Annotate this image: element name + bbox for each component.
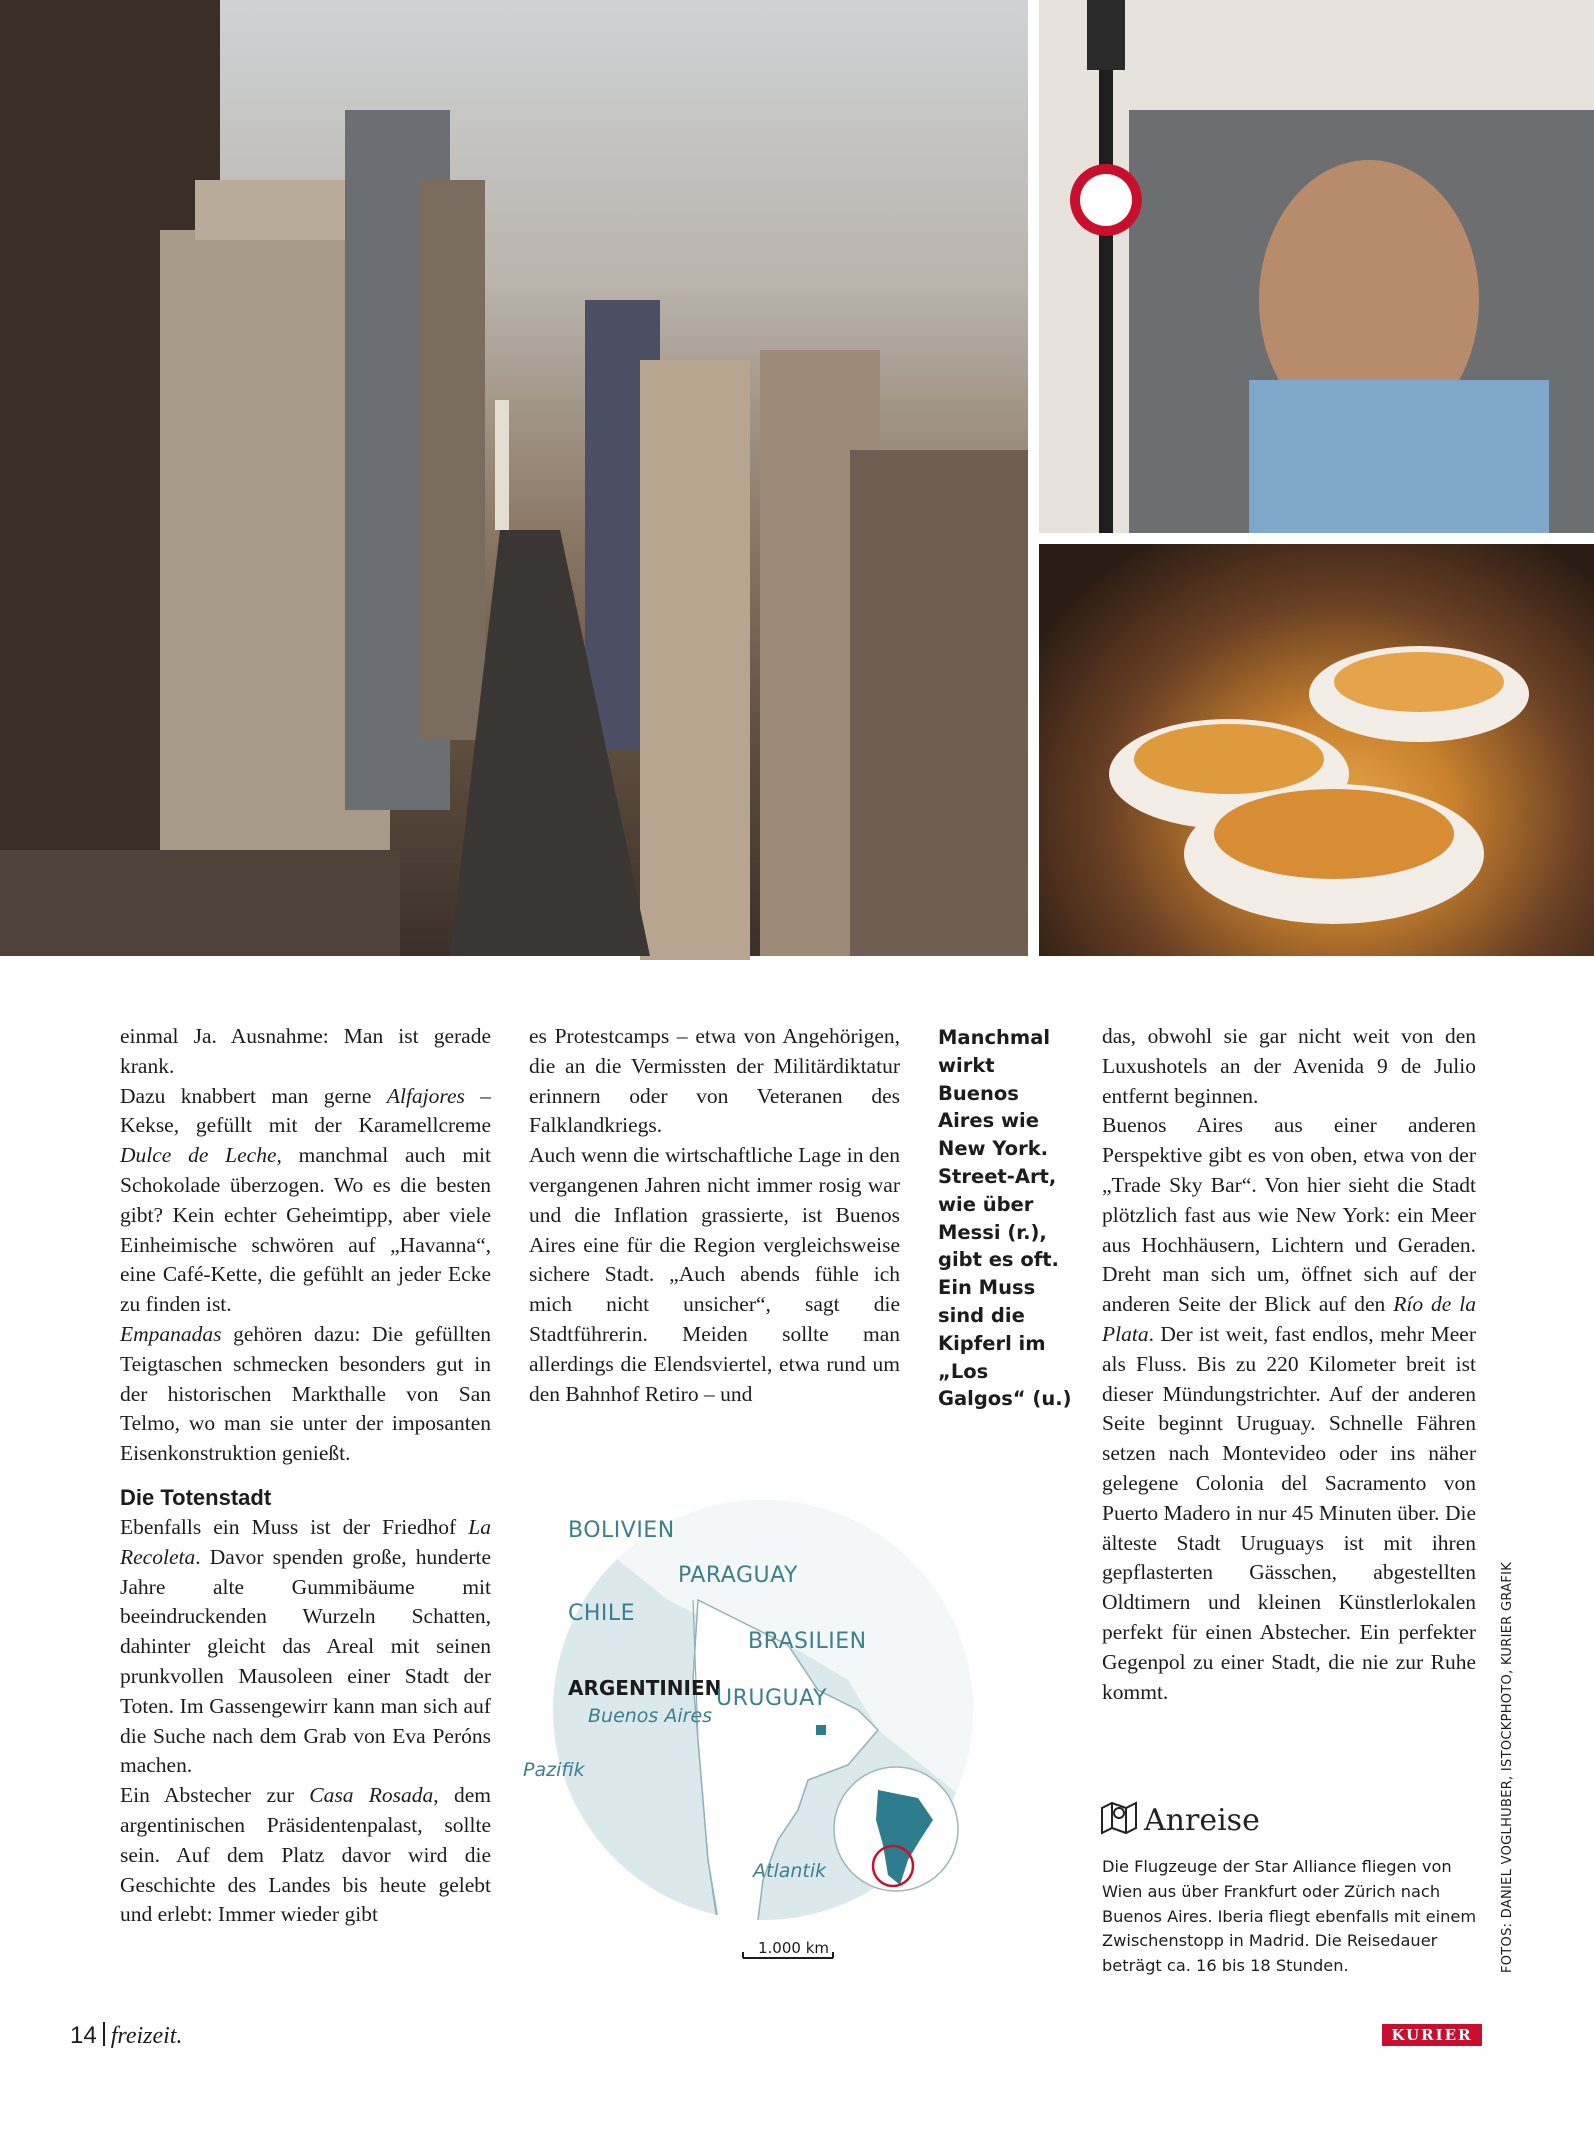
page-number: 14	[70, 2022, 97, 2049]
map-label-uruguay: URUGUAY	[716, 1686, 827, 1711]
paragraph: Ein Abstecher zur Casa Rosada, dem argentinischen Präsidentenpalast, sollte sein. Auf dem Platz davor wird die Geschichte des Landes bis heute gelebt und erlebt: Immer wieder gibt	[120, 1783, 491, 1927]
map-icon	[1100, 1800, 1138, 1842]
kipferl-plates-photo	[1039, 544, 1594, 956]
buenos-aires-marker	[816, 1725, 826, 1735]
paragraph: Auch wenn die wirtschaftliche Lage in den vergangenen Jahren nicht immer rosig war und die Inflation grassierte, ist Buenos Aires eine für die Region vergleichsweise sichere Stadt. „Auch abends fühle ich mich nicht unsicher“, sagt die Stadtführerin. Meiden sollte man allerdings die Elendsviertel, etwa rund um den Bahnhof Retiro – und	[529, 1143, 900, 1406]
paragraph: das, obwohl sie gar nicht weit von den Luxushotels an der Avenida 9 de Julio entfernt beginnen.	[1102, 1024, 1476, 1108]
photo-credit: FOTOS: DANIEL VOGLHUBER, ISTOCKPHOTO, KURIER GRAFIK	[1500, 1561, 1515, 1973]
map-label-argentinien: ARGENTINIEN	[568, 1676, 722, 1700]
map-label-chile: CHILE	[568, 1601, 636, 1626]
map-label-brasilien: BRASILIEN	[748, 1629, 867, 1654]
argentina-map	[523, 1480, 978, 1980]
paragraph: Ebenfalls ein Muss ist der Friedhof La Recoleta. Davor spenden große, hunderte Jahre alte Gummibäume mit beeindruckenden Wurzeln Schatten, dahinter gleicht das Areal mit seinen prunkvollen Mausoleen einer Stadt der Toten. Im Gassengewirr kann man sich auf die Suche nach dem Grab von Eva Peróns machen.	[120, 1514, 491, 1778]
kurier-logo: KURIER	[1382, 2024, 1482, 2046]
map-label-atlantik: Atlantik	[753, 1860, 827, 1882]
article-column-2	[529, 1022, 900, 1409]
paragraph: Dazu knabbert man gerne Alfajores – Kekse, gefüllt mit der Karamellcreme Dulce de Leche, manchmal auch mit Schokolade überzogen. Wo es die besten gibt? Kein echter Geheimtipp, aber viele Einheimische schwören auf „Havanna“, eine Café-Kette, die gefühlt an jeder Ecke zu finden ist.	[120, 1083, 492, 1317]
scale-label: 1.000 km	[758, 1939, 830, 1957]
paragraph: einmal Ja. Ausnahme: Man ist gerade krank.	[120, 1024, 491, 1078]
section-subheading: Die Totenstadt	[120, 1484, 272, 1510]
map-label-buenos-aires: Buenos Aires	[588, 1705, 713, 1727]
article-column-1	[120, 1022, 491, 1930]
map-graphic	[523, 1480, 978, 1980]
map-label-paraguay: PARAGUAY	[678, 1563, 798, 1588]
article-column-4	[1102, 1022, 1476, 1707]
photo-caption: Manchmal wirkt Buenos Aires wie New York. Street-Art, wie über Messi (r.), gibt es oft. Ein Muss sind die Kipferl im „Los Galgos“ (u.)	[938, 1026, 1072, 1411]
footer-divider	[103, 2022, 105, 2046]
page-footer	[70, 2022, 182, 2050]
anreise-heading	[1100, 1800, 1260, 1842]
skyline-illustration	[0, 0, 1028, 956]
messi-street-art-photo	[1039, 0, 1594, 533]
magazine-name: freizeit.	[110, 2023, 183, 2049]
map-label-pazifik: Pazifik	[523, 1759, 585, 1781]
mural-illustration	[1039, 0, 1594, 533]
pastry-illustration	[1039, 544, 1594, 956]
map-label-bolivien: BOLIVIEN	[568, 1518, 675, 1543]
paragraph: Empanadas gehören dazu: Die gefüllten Teigtaschen schmecken besonders gut in der historischen Markthalle von San Telmo, wo man sie unter der imposanten Eisenkonstruktion genießt.	[120, 1321, 491, 1466]
paragraph: Buenos Aires aus einer anderen Perspektive gibt es von oben, etwa von der „Trade Sky Bar“. Von hier sieht die Stadt plötzlich fast aus wie New York: ein Meer aus Hochhäusern, Lichtern und Geraden. Dreht man sich um, öffnet sich auf der anderen Seite der Blick auf den Río de la Plata. Der ist weit, fast endlos, mehr Meer als Fluss. Bis zu 220 Kilometer breit ist dieser Mündungstrichter. Auf der anderen Seite beginnt Uruguay. Schnelle Fähren setzen nach Montevideo oder ins näher gelegene Colonia del Sacramento von Puerto Madero in nur 45 Minuten über. Die älteste Stadt Uruguays ist mit ihren gepflasterten Gässchen, abgestellten Oldtimern und kleinen Künstlerlokalen perfekt für einen Abstecher. Ein perfekter Gegenpol zu einer Stadt, die nie zur Ruhe kommt.	[1102, 1113, 1476, 1704]
anreise-text: Die Flugzeuge der Star Alliance fliegen von Wien aus über Frankfurt oder Zürich nach Buenos Aires. Iberia fliegt ebenfalls mit einem Zwischenstopp in Madrid. Die Reisedauer beträgt ca. 16 bis 18 Stunden.	[1102, 1857, 1477, 1976]
paragraph: es Protestcamps – etwa von Angehörigen, die an die Vermissten der Militärdiktatur erinnern oder von Veteranen des Falklandkriegs.	[529, 1024, 900, 1138]
anreise-title: Anreise	[1144, 1803, 1260, 1838]
buenos-aires-skyline-photo	[0, 0, 1028, 956]
